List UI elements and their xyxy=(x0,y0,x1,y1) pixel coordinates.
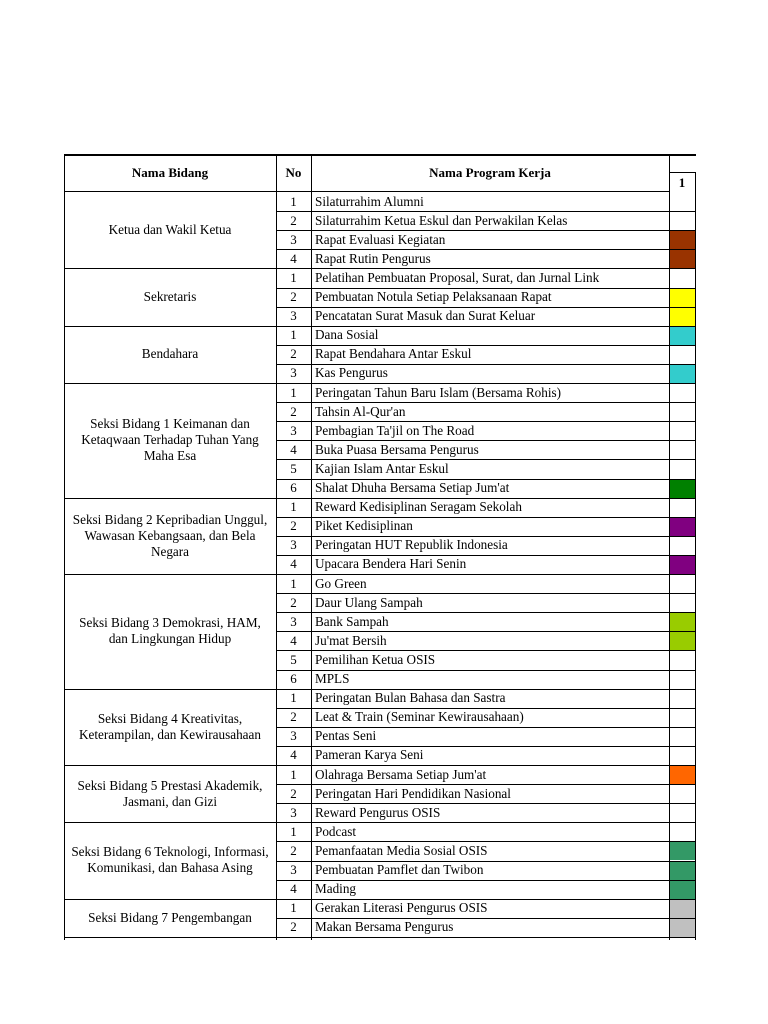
row-divider xyxy=(276,803,695,804)
row-number: 2 xyxy=(290,518,297,534)
schedule-cell xyxy=(670,537,695,555)
row-divider xyxy=(276,784,695,785)
group-name: Sekretaris xyxy=(143,289,197,305)
group-name: Seksi Bidang 3 Demokrasi, HAM, dan Lingkungan Hidup xyxy=(79,615,261,647)
row-divider xyxy=(276,459,695,460)
header-bottom-border xyxy=(64,191,670,192)
schedule-cell xyxy=(670,269,695,287)
month-header-top xyxy=(669,172,696,173)
border-bidang xyxy=(276,154,277,940)
group-name: Seksi Bidang 1 Keimanan dan Ketaqwaan Terhadap Tuhan Yang Maha Esa xyxy=(81,416,259,464)
program-name: Reward Pengurus OSIS xyxy=(315,804,441,820)
schedule-cell xyxy=(670,460,695,478)
group-cell xyxy=(64,498,276,574)
border-left xyxy=(64,154,65,940)
schedule-cell xyxy=(670,250,695,268)
group-divider xyxy=(64,822,276,823)
row-divider xyxy=(276,517,695,518)
group-cell xyxy=(64,689,276,765)
row-divider xyxy=(276,440,695,441)
program-name: Pembuatan Notula Setiap Pelaksanaan Rapat xyxy=(315,289,552,304)
group-cell xyxy=(64,822,276,898)
program-name: Piket Kedisiplinan xyxy=(315,518,413,534)
row-divider xyxy=(276,345,695,346)
program-name: MPLS xyxy=(315,671,350,686)
program-name: Daur Ulang Sampah xyxy=(315,594,423,610)
row-divider xyxy=(276,899,695,900)
group-name: Ketua dan Wakil Ketua xyxy=(108,222,232,238)
group-divider xyxy=(64,899,276,900)
row-number: 1 xyxy=(290,384,297,400)
program-name: Makan Bersama Pengurus xyxy=(315,919,454,935)
program-name: Tahsin Al-Qur'an xyxy=(315,403,406,419)
row-divider xyxy=(276,574,695,575)
program-name: Kas Pengurus xyxy=(315,365,388,381)
program-name: Rapat Bendahara Antar Eskul xyxy=(315,346,472,362)
group-name: Bendahara xyxy=(141,346,199,362)
row-divider xyxy=(276,880,695,881)
row-divider xyxy=(276,861,695,862)
program-name: Ju'mat Bersih xyxy=(315,632,387,648)
row-divider xyxy=(276,498,695,499)
program-name: Pemanfaatan Media Sosial OSIS xyxy=(315,842,488,858)
header-month-1: 1 xyxy=(678,174,686,190)
group-divider xyxy=(64,574,276,575)
program-name: Pelatihan Pembuatan Proposal, Surat, dan Jurnal Link xyxy=(315,269,600,285)
schedule-cell xyxy=(670,556,695,574)
row-divider xyxy=(276,727,695,728)
row-number: 4 xyxy=(290,250,297,266)
schedule-cell xyxy=(670,632,695,650)
program-name: Mading xyxy=(315,881,357,897)
schedule-cell xyxy=(670,518,695,536)
schedule-cell xyxy=(670,919,695,937)
schedule-cell xyxy=(670,384,695,402)
program-name: Dana Sosial xyxy=(315,327,379,343)
schedule-cell xyxy=(670,231,695,249)
row-number: 3 xyxy=(290,804,297,820)
program-name: Reward Kedisiplinan Seragam Sekolah xyxy=(315,499,522,515)
row-divider xyxy=(276,364,695,365)
program-name: Silaturrahim Alumni xyxy=(315,193,424,209)
schedule-cell xyxy=(670,766,695,784)
row-number: 1 xyxy=(290,575,297,591)
row-divider xyxy=(276,326,695,327)
schedule-cell xyxy=(670,327,695,345)
program-name: Go Green xyxy=(315,575,367,591)
group-divider xyxy=(64,689,276,690)
row-number: 1 xyxy=(290,690,297,706)
program-name: Pembuatan Pamflet dan Twibon xyxy=(315,862,484,877)
row-number: 1 xyxy=(290,900,297,916)
row-divider xyxy=(276,268,695,269)
row-divider xyxy=(276,593,695,594)
group-name: Seksi Bidang 6 Teknologi, Informasi, Komunikasi, dan Bahasa Asing xyxy=(71,844,269,876)
schedule-cell xyxy=(670,900,695,918)
program-name: Pembagian Ta'jil on The Road xyxy=(315,422,475,438)
group-cell xyxy=(64,899,276,937)
header-nama-program-kerja: Nama Program Kerja xyxy=(429,165,551,180)
group-divider xyxy=(64,765,276,766)
row-divider xyxy=(276,670,695,671)
schedule-cell xyxy=(670,594,695,612)
row-divider xyxy=(276,479,695,480)
schedule-cell xyxy=(670,785,695,803)
row-number: 1 xyxy=(290,766,297,782)
group-cell xyxy=(64,192,276,268)
schedule-cell xyxy=(670,365,695,383)
group-cell xyxy=(64,765,276,822)
row-number: 3 xyxy=(290,422,297,438)
header-nama-bidang: Nama Bidang xyxy=(131,165,209,180)
border-no xyxy=(311,154,312,940)
program-name: Peringatan HUT Republik Indonesia xyxy=(315,537,508,553)
schedule-cell xyxy=(670,804,695,822)
group-name: Seksi Bidang 7 Pengembangan xyxy=(88,909,252,925)
row-number: 3 xyxy=(290,613,297,629)
row-divider xyxy=(276,612,695,613)
program-name: Pameran Karya Seni xyxy=(315,747,424,763)
row-number: 4 xyxy=(290,556,297,572)
group-cell xyxy=(64,383,276,498)
row-divider xyxy=(276,918,695,919)
header-top-border xyxy=(64,154,696,156)
group-name: Seksi Bidang 4 Kreativitas, Keterampilan, dan Kewirausahaan xyxy=(79,710,261,742)
row-divider xyxy=(276,383,695,384)
row-number: 2 xyxy=(290,919,297,935)
row-number: 3 xyxy=(290,728,297,744)
group-divider xyxy=(64,383,276,384)
row-number: 1 xyxy=(290,193,297,209)
schedule-cell xyxy=(670,289,695,307)
schedule-cell xyxy=(670,575,695,593)
row-number: 2 xyxy=(290,709,297,725)
schedule-cell xyxy=(670,613,695,631)
program-name: Podcast xyxy=(315,823,357,839)
schedule-cell xyxy=(670,728,695,746)
group-cell xyxy=(64,326,276,383)
border-month xyxy=(695,172,696,940)
schedule-cell xyxy=(670,747,695,765)
group-name: Seksi Bidang 2 Kepribadian Unggul, Wawasan Kebangsaan, dan Bela Negara xyxy=(72,511,268,559)
border-program xyxy=(669,154,670,940)
row-number: 3 xyxy=(290,862,297,877)
row-number: 2 xyxy=(290,842,297,858)
row-divider xyxy=(276,211,695,212)
schedule-cell xyxy=(670,480,695,498)
program-name: Leat & Train (Seminar Kewirausahaan) xyxy=(315,709,524,725)
schedule-cell xyxy=(670,671,695,689)
row-divider xyxy=(276,230,695,231)
row-divider xyxy=(276,841,695,842)
schedule-cell xyxy=(670,212,695,230)
row-number: 2 xyxy=(290,785,297,801)
row-number: 2 xyxy=(290,403,297,419)
program-name: Buka Puasa Bersama Pengurus xyxy=(315,441,479,457)
row-divider xyxy=(276,249,695,250)
schedule-cell xyxy=(670,346,695,364)
schedule-cell xyxy=(670,862,695,880)
program-name: Rapat Evaluasi Kegiatan xyxy=(315,231,446,247)
group-name: Seksi Bidang 5 Prestasi Akademik, Jasmani, dan Gizi xyxy=(77,777,263,809)
row-number: 1 xyxy=(290,499,297,515)
row-divider xyxy=(276,689,695,690)
schedule-cell xyxy=(670,823,695,841)
program-name: Bank Sampah xyxy=(315,613,389,629)
schedule-cell xyxy=(670,308,695,326)
group-divider xyxy=(64,937,276,938)
program-name: Peringatan Tahun Baru Islam (Bersama Rohis) xyxy=(315,384,562,400)
row-number: 2 xyxy=(290,594,297,610)
program-name: Gerakan Literasi Pengurus OSIS xyxy=(315,900,488,916)
row-number: 6 xyxy=(290,480,297,495)
row-number: 1 xyxy=(290,269,297,285)
row-divider xyxy=(276,631,695,632)
row-number: 3 xyxy=(290,308,297,324)
program-name: Pentas Seni xyxy=(315,728,377,744)
group-divider xyxy=(64,268,276,269)
row-number: 4 xyxy=(290,441,297,457)
row-divider xyxy=(276,307,695,308)
schedule-cell xyxy=(670,499,695,517)
schedule-cell xyxy=(670,709,695,727)
row-divider xyxy=(276,708,695,709)
schedule-cell xyxy=(670,441,695,459)
schedule-cell xyxy=(670,422,695,440)
group-cell xyxy=(64,268,276,325)
row-number: 1 xyxy=(290,327,297,343)
row-number: 6 xyxy=(290,671,297,686)
row-number: 5 xyxy=(290,460,297,476)
row-divider xyxy=(276,937,695,938)
row-divider xyxy=(276,402,695,403)
program-name: Peringatan Hari Pendidikan Nasional xyxy=(315,785,511,801)
row-number: 3 xyxy=(290,537,297,553)
row-divider xyxy=(276,421,695,422)
row-number: 2 xyxy=(290,346,297,362)
schedule-cell xyxy=(670,651,695,669)
program-name: Kajian Islam Antar Eskul xyxy=(315,460,449,476)
row-number: 4 xyxy=(290,632,297,648)
row-divider xyxy=(276,822,695,823)
row-number: 4 xyxy=(290,747,297,763)
schedule-cell xyxy=(670,881,695,899)
row-divider xyxy=(276,765,695,766)
group-cell xyxy=(64,574,276,689)
row-number: 4 xyxy=(290,881,297,897)
program-name: Silaturrahim Ketua Eskul dan Perwakilan Kelas xyxy=(315,212,568,228)
header-no: No xyxy=(285,165,302,180)
program-name: Upacara Bendera Hari Senin xyxy=(315,556,467,572)
program-name: Pemilihan Ketua OSIS xyxy=(315,651,436,667)
schedule-cell xyxy=(670,842,695,860)
row-divider xyxy=(276,536,695,537)
schedule-cell xyxy=(670,690,695,708)
group-divider xyxy=(64,326,276,327)
program-name: Peringatan Bulan Bahasa dan Sastra xyxy=(315,690,506,706)
program-name: Olahraga Bersama Setiap Jum'at xyxy=(315,766,487,782)
row-number: 3 xyxy=(290,365,297,381)
row-number: 5 xyxy=(290,651,297,667)
row-divider xyxy=(276,746,695,747)
row-number: 3 xyxy=(290,231,297,247)
program-name: Pencatatan Surat Masuk dan Surat Keluar xyxy=(315,308,536,324)
program-name: Shalat Dhuha Bersama Setiap Jum'at xyxy=(315,480,510,495)
row-divider xyxy=(276,555,695,556)
schedule-cell xyxy=(670,193,695,211)
group-divider xyxy=(64,498,276,499)
row-divider xyxy=(276,288,695,289)
row-divider xyxy=(276,650,695,651)
row-number: 1 xyxy=(290,823,297,839)
schedule-cell xyxy=(670,403,695,421)
program-name: Rapat Rutin Pengurus xyxy=(315,250,431,266)
row-number: 2 xyxy=(290,289,297,304)
row-number: 2 xyxy=(290,212,297,228)
